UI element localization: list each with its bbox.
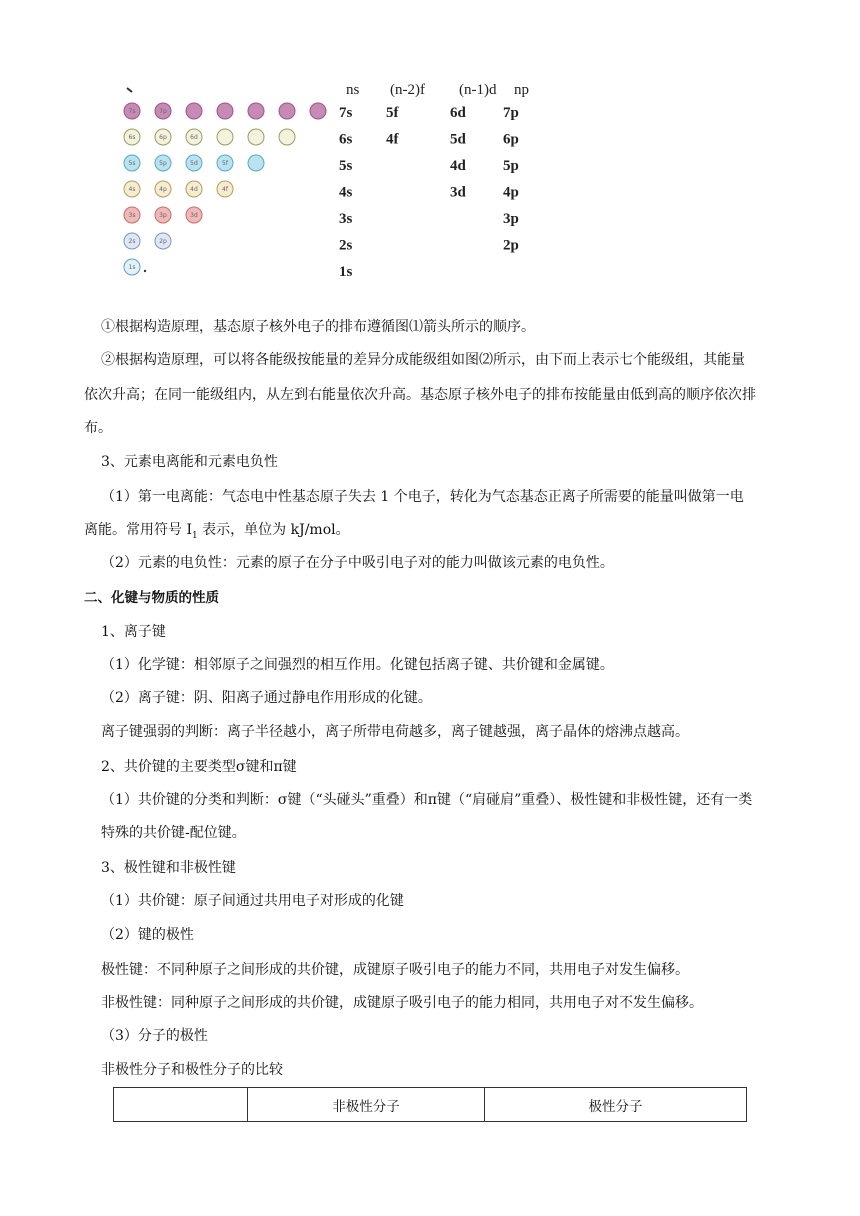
orbital-circle — [279, 129, 295, 145]
orbital-label: 3d — [190, 212, 198, 219]
orbital-diagram — [110, 80, 540, 295]
energy-table-cell: 4s — [339, 184, 353, 201]
paragraph-comparison-intro: 非极性分子和极性分子的比较 — [101, 1062, 283, 1078]
energy-level-figure — [110, 80, 540, 295]
energy-table-cell: 2s — [339, 237, 353, 254]
paragraph-bond-polarity: （2）键的极性 — [101, 927, 194, 943]
table-header-nonpolar: 非极性分子 — [248, 1088, 485, 1122]
orbital-label: 5p — [159, 160, 167, 167]
orbital-label: 4d — [190, 186, 198, 193]
energy-table-header: (n-1)d — [459, 82, 497, 98]
energy-table-cell: 5s — [339, 158, 353, 174]
orbital-label: 6d — [190, 134, 198, 141]
section-polar-bonds-title: 3、极性键和非极性键 — [101, 860, 236, 876]
energy-table-header: ns — [346, 82, 360, 98]
ionization-subscript: 1 — [191, 530, 198, 541]
paragraph-first-ionization-line1: （1）第一电离能：气态电中性基态原子失去 1 个电子，转化为气态基态正离子所需要的能量叫做第一电 — [101, 489, 744, 505]
section-covalent-types-title: 2、共价键的主要类型σ键和π键 — [101, 759, 297, 775]
energy-table-cell: 4p — [503, 184, 519, 201]
orbital-label: 5d — [190, 160, 198, 167]
paragraph-energy-groups-line2: 依次升高；在同一能级组内，从左到右能量依次升高。基态原子核外电子的排布按能量由低到高的顺序依次排 — [84, 387, 756, 403]
orbital-circle — [279, 103, 295, 119]
orbital-circle — [310, 103, 326, 119]
orbital-label: 7s — [128, 108, 136, 115]
energy-table-cell: 5p — [503, 158, 519, 174]
orbital-label: 4f — [222, 186, 228, 193]
paragraph-electronegativity: （2）元素的电负性：元素的原子在分子中吸引电子对的能力叫做该元素的电负性。 — [101, 555, 614, 571]
energy-table-cell: 3p — [503, 211, 519, 227]
energy-table-cell: 6p — [503, 131, 519, 148]
orbital-label: 4s — [128, 186, 136, 193]
energy-table-cell: 7p — [503, 105, 519, 121]
paragraph-ionic-bond-def: （2）离子键：阴、阳离子通过静电作用形成的化键。 — [101, 690, 432, 706]
orbital-circle — [248, 129, 264, 145]
table-header-row — [114, 1088, 747, 1122]
polarity-comparison-table — [113, 1087, 747, 1122]
energy-table-cell: 2p — [503, 237, 519, 254]
energy-table-cell: 5d — [450, 131, 466, 148]
energy-table-cell: 5f — [386, 105, 399, 121]
paragraph-chemical-bond-def: （1）化学键：相邻原子之间强烈的相互作用。化键包括离子键、共价键和金属键。 — [101, 657, 614, 673]
energy-table-cell: 4d — [450, 158, 466, 174]
paragraph-covalent-classification-line1: （1）共价键的分类和判断：σ键（“头碰头”重叠）和π键（“肩碰肩”重叠）、极性键和非极性键，还有一类 — [101, 792, 753, 808]
orbital-label: 2p — [159, 238, 167, 245]
paragraph-energy-groups-line1: ②根据构造原理，可以将各能级按能量的差异分成能级组如图⑵所示，由下而上表示七个能级组，其能量 — [101, 352, 745, 368]
orbital-label: 1s — [128, 264, 136, 271]
orbital-label: 4p — [159, 186, 167, 193]
ionization-text-post: 表示，单位为 kJ/mol。 — [197, 522, 350, 538]
paragraph-nonpolar-bond: 非极性键：同种原子之间形成的共价键，成键原子吸引电子的能力相同，共用电子对不发生偏移。 — [101, 995, 703, 1011]
paragraph-first-ionization-line2 — [84, 520, 350, 546]
paragraph-covalent-classification-line2: 特殊的共价键-配位键。 — [101, 825, 246, 841]
section-ionization-title: 3、元素电离能和元素电负性 — [101, 454, 278, 470]
energy-table-header: (n-2)f — [390, 82, 425, 98]
orbital-label: 5s — [128, 160, 136, 167]
energy-table-cell: 6d — [450, 105, 466, 121]
orbital-label: 3p — [159, 212, 167, 219]
orbital-label: 6p — [159, 134, 167, 141]
table-header-polar: 极性分子 — [485, 1088, 747, 1122]
table-header-empty — [114, 1088, 248, 1122]
paragraph-covalent-def: （1）共价键：原子间通过共用电子对形成的化键 — [101, 893, 404, 909]
paragraph-polar-bond: 极性键：不同种原子之间形成的共价键，成键原子吸引电子的能力不同，共用电子对发生偏移。 — [101, 962, 689, 978]
energy-table-cell: 3s — [339, 211, 353, 227]
orbital-circle — [248, 155, 264, 171]
orbital-circle — [248, 103, 264, 119]
energy-table-cell: 3d — [450, 184, 466, 201]
energy-table-cell: 1s — [339, 264, 353, 280]
diagram-dot — [144, 270, 146, 272]
energy-table-cell: 4f — [386, 131, 399, 148]
energy-table-cell: 7s — [339, 105, 353, 121]
orbital-label: 7p — [159, 108, 167, 115]
energy-table-header: np — [514, 82, 529, 98]
orbital-circle — [217, 129, 233, 145]
arrow-tick-icon — [127, 88, 132, 92]
energy-table-cell: 6s — [339, 131, 353, 148]
orbital-label: 3s — [128, 212, 136, 219]
orbital-label: 5f — [222, 160, 228, 167]
paragraph-energy-groups-line3: 布。 — [84, 420, 112, 436]
heading-chemical-bonds: 二、化键与物质的性质 — [84, 590, 219, 606]
orbital-label: 2s — [128, 238, 136, 245]
paragraph-aufbau-order: ①根据构造原理，基态原子核外电子的排布遵循图⑴箭头所示的顺序。 — [101, 319, 535, 335]
paragraph-ionic-strength: 离子键强弱的判断：离子半径越小，离子所带电荷越多，离子键越强，离子晶体的熔沸点越高。 — [101, 724, 689, 740]
paragraph-molecule-polarity: （3）分子的极性 — [101, 1028, 208, 1044]
orbital-label: 6s — [128, 134, 136, 141]
orbital-circle — [217, 103, 233, 119]
section-ionic-bond-title: 1、离子键 — [101, 624, 166, 640]
ionization-text-pre: 离能。常用符号 I — [84, 522, 192, 538]
orbital-circle — [186, 103, 202, 119]
